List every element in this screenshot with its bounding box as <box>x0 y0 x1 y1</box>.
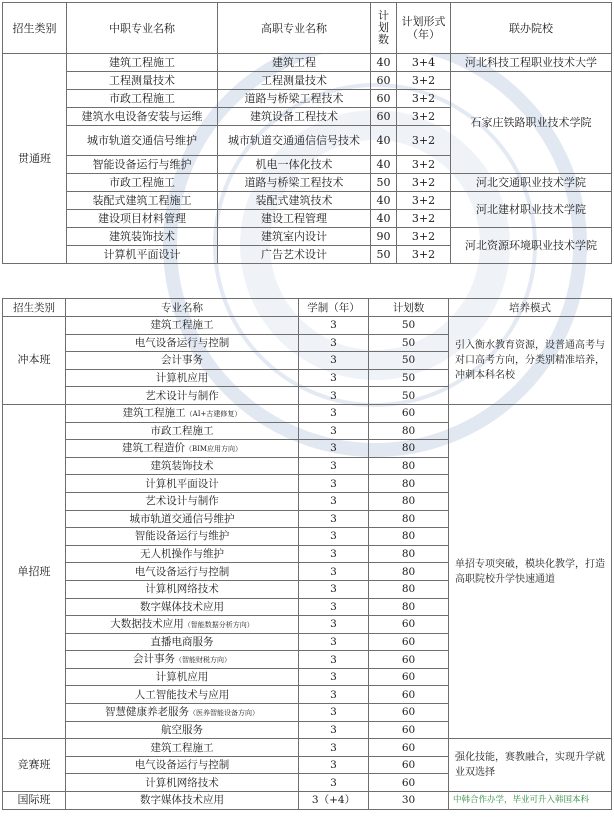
major-name-cell <box>66 598 299 616</box>
plan-form: 3+2 <box>397 210 451 228</box>
header-major: 专业名称 <box>66 299 299 317</box>
years-cell: 3 <box>299 528 369 546</box>
plan-count: 80 <box>369 545 449 563</box>
enrollment-program-table <box>2 298 612 810</box>
header-category: 招生类别 <box>3 299 66 317</box>
years-cell: 3 <box>299 633 369 651</box>
category-cell: 贯通班 <box>3 54 67 264</box>
major-name: 建筑工程造价 <box>121 441 185 454</box>
college: 河北科技工程职业技术大学 <box>451 54 612 72</box>
plan-count: 50 <box>369 369 449 387</box>
plan-count: 30 <box>369 792 449 810</box>
major-name: 计算机网络技术 <box>145 583 219 596</box>
major-name: 会计事务 <box>161 354 203 367</box>
years-cell: 3 <box>299 492 369 510</box>
major-name-cell <box>66 792 299 810</box>
years-cell: 3 <box>299 686 369 704</box>
years-cell: 3 <box>299 668 369 686</box>
major-name-cell <box>66 422 299 440</box>
years-cell: 3 <box>299 387 369 405</box>
years-cell: 3 <box>299 598 369 616</box>
major-name: 无人机操作与维护 <box>140 548 224 561</box>
years-cell: 3 <box>299 545 369 563</box>
major-name-cell <box>66 545 299 563</box>
plan-count: 60 <box>369 686 449 704</box>
major-name-cell <box>66 774 299 792</box>
major-name-cell <box>66 352 299 370</box>
plan-count: 80 <box>369 563 449 581</box>
major-name: 艺术设计与制作 <box>145 389 219 402</box>
table-row <box>3 72 612 90</box>
major-name: 人工智能技术与应用 <box>134 688 230 701</box>
plan-count: 60 <box>371 108 397 126</box>
plan-form: 3+4 <box>397 54 451 72</box>
high-major: 装配式建筑技术 <box>218 192 371 210</box>
major-name: 航空服务 <box>161 723 203 736</box>
years-cell: 3 <box>299 369 369 387</box>
table-row <box>3 404 612 422</box>
major-name-cell <box>66 440 299 458</box>
years-cell: 3 <box>299 334 369 352</box>
plan-count: 80 <box>369 510 449 528</box>
table-row <box>3 228 612 246</box>
major-name: 城市轨道交通信号维护 <box>129 512 235 525</box>
college: 河北建材职业技术学院 <box>451 192 612 228</box>
college: 石家庄铁路职业技术学院 <box>451 72 612 174</box>
plan-count: 60 <box>369 704 449 722</box>
major-name: 计算机平面设计 <box>145 477 219 490</box>
category-cell: 单招班 <box>3 404 66 738</box>
header-form: 计划形式（年） <box>397 3 451 54</box>
years-cell: 3 <box>299 774 369 792</box>
category-cell: 竞赛班 <box>3 739 66 792</box>
plan-form: 3+2 <box>397 246 451 264</box>
mid-major: 建筑水电设备安装与运维 <box>67 108 218 126</box>
header-mid-major: 中职专业名称 <box>67 3 218 54</box>
table-row <box>3 792 612 810</box>
major-name: 数字媒体技术应用 <box>140 794 224 807</box>
plan-form: 3+2 <box>397 156 451 174</box>
plan-count: 40 <box>371 192 397 210</box>
major-name-cell <box>66 756 299 774</box>
header-years: 学制（年） <box>299 299 369 317</box>
major-name-cell <box>66 369 299 387</box>
major-name: 电气设备运行与控制 <box>134 565 230 578</box>
major-name: 电气设备运行与控制 <box>134 336 230 349</box>
plan-count: 60 <box>369 756 449 774</box>
training-mode-cell: 中韩合作办学，毕业可升入韩国本科 <box>449 792 612 810</box>
mid-major: 市政工程施工 <box>67 90 218 108</box>
plan-count: 80 <box>369 475 449 493</box>
training-mode-cell: 引入衡水教育资源，设普通高考与对口高考方向，分类别精准培养，冲刺本科名校 <box>449 317 612 405</box>
header-mode: 培养模式 <box>449 299 612 317</box>
college: 河北交通职业技术学院 <box>451 174 612 192</box>
table-row <box>3 174 612 192</box>
major-name: 建筑工程施工 <box>150 319 214 332</box>
years-cell: 3 <box>299 756 369 774</box>
plan-count: 50 <box>371 174 397 192</box>
high-major: 城市轨道交通通信信号技术 <box>218 126 371 156</box>
years-cell: 3 <box>299 317 369 335</box>
header-plan: 计划数 <box>371 3 397 54</box>
header-category: 招生类别 <box>3 3 67 54</box>
major-name: 建筑工程施工 <box>122 406 186 419</box>
years-cell: 3 <box>299 510 369 528</box>
plan-count: 40 <box>371 54 397 72</box>
major-name: 智慧健康养老服务 <box>105 705 189 718</box>
major-name-cell <box>66 404 299 422</box>
high-major: 建设工程管理 <box>218 210 371 228</box>
plan-count: 80 <box>369 440 449 458</box>
plan-count: 80 <box>369 457 449 475</box>
plan-count: 40 <box>371 156 397 174</box>
major-name-cell <box>66 721 299 739</box>
major-name-cell <box>66 528 299 546</box>
plan-count: 80 <box>369 492 449 510</box>
major-direction-note: （BIM应用方向） <box>184 444 243 453</box>
training-mode-cell: 单招专项突破，模块化教学，打造高职院校升学快速通道 <box>449 404 612 738</box>
years-cell: 3 <box>299 616 369 634</box>
years-cell: 3 <box>299 721 369 739</box>
years-cell: 3（+4） <box>299 792 369 810</box>
plan-form: 3+2 <box>397 72 451 90</box>
plan-count: 60 <box>369 774 449 792</box>
high-major: 道路与桥梁工程技术 <box>218 90 371 108</box>
college: 河北资源环境职业技术学院 <box>451 228 612 264</box>
plan-count: 40 <box>371 210 397 228</box>
years-cell: 3 <box>299 563 369 581</box>
plan-count: 60 <box>369 616 449 634</box>
plan-count: 60 <box>369 651 449 669</box>
major-name-cell <box>66 317 299 335</box>
table-row <box>3 54 612 72</box>
mid-major: 市政工程施工 <box>67 174 218 192</box>
years-cell: 3 <box>299 475 369 493</box>
major-name-cell <box>66 668 299 686</box>
high-major: 机电一体化技术 <box>218 156 371 174</box>
plan-count: 60 <box>371 72 397 90</box>
major-name-cell <box>66 563 299 581</box>
plan-count: 80 <box>369 528 449 546</box>
major-direction-note: （医养智能设备方向） <box>189 708 259 717</box>
plan-count: 60 <box>369 721 449 739</box>
category-cell: 国际班 <box>3 792 66 810</box>
mid-major: 工程测量技术 <box>67 72 218 90</box>
plan-form: 3+2 <box>397 174 451 192</box>
mid-major: 智能设备运行与维护 <box>67 156 218 174</box>
major-name: 计算机应用 <box>155 372 209 385</box>
plan-count: 60 <box>371 90 397 108</box>
major-name: 计算机应用 <box>155 671 209 684</box>
years-cell: 3 <box>299 704 369 722</box>
major-name-cell <box>66 616 299 634</box>
table-row <box>3 192 612 210</box>
plan-count: 80 <box>369 422 449 440</box>
table-header-row <box>3 299 612 317</box>
years-cell: 3 <box>299 352 369 370</box>
mid-major: 建筑工程施工 <box>67 54 218 72</box>
major-name: 建筑工程施工 <box>150 741 214 754</box>
major-direction-note: （智能数据分析方向） <box>183 620 254 629</box>
plan-count: 80 <box>369 580 449 598</box>
major-name: 会计事务 <box>133 653 175 666</box>
mid-major: 计算机平面设计 <box>67 246 218 264</box>
plan-form: 3+2 <box>397 90 451 108</box>
high-major: 广告艺术设计 <box>218 246 371 264</box>
table-row <box>3 739 612 757</box>
pathway-program-table <box>2 2 612 264</box>
major-name-cell <box>66 475 299 493</box>
plan-form: 3+2 <box>397 108 451 126</box>
plan-count: 50 <box>369 334 449 352</box>
header-high-major: 高职专业名称 <box>218 3 371 54</box>
major-name-cell <box>66 334 299 352</box>
major-name: 市政工程施工 <box>150 424 214 437</box>
years-cell: 3 <box>299 422 369 440</box>
major-name: 数字媒体技术应用 <box>140 600 224 613</box>
plan-count: 60 <box>369 404 449 422</box>
major-direction-note: （智能财税方向） <box>175 656 231 665</box>
plan-form: 3+2 <box>397 192 451 210</box>
major-name-cell <box>66 457 299 475</box>
plan-count: 60 <box>369 668 449 686</box>
major-name-cell <box>66 492 299 510</box>
mid-major: 装配式建筑工程施工 <box>67 192 218 210</box>
major-name: 艺术设计与制作 <box>145 495 219 508</box>
years-cell: 3 <box>299 580 369 598</box>
plan-count: 50 <box>369 387 449 405</box>
major-name: 建筑装饰技术 <box>150 460 214 473</box>
table-header-row <box>3 3 612 54</box>
years-cell: 3 <box>299 651 369 669</box>
high-major: 建筑设备工程技术 <box>218 108 371 126</box>
major-direction-note: （AI+古建修复） <box>185 409 242 418</box>
major-name-cell <box>66 510 299 528</box>
years-cell: 3 <box>299 440 369 458</box>
major-name-cell <box>66 580 299 598</box>
mid-major: 建筑装饰技术 <box>67 228 218 246</box>
plan-form: 3+2 <box>397 126 451 156</box>
major-name: 大数据技术应用 <box>110 617 184 630</box>
years-cell: 3 <box>299 457 369 475</box>
major-name-cell <box>66 686 299 704</box>
high-major: 工程测量技术 <box>218 72 371 90</box>
major-name-cell <box>66 633 299 651</box>
plan-count: 50 <box>369 352 449 370</box>
plan-form: 3+2 <box>397 228 451 246</box>
major-name-cell <box>66 739 299 757</box>
mid-major: 建设项目材料管理 <box>67 210 218 228</box>
years-cell: 3 <box>299 404 369 422</box>
major-name-cell <box>66 651 299 669</box>
high-major: 道路与桥梁工程技术 <box>218 174 371 192</box>
major-name: 计算机网络技术 <box>145 776 219 789</box>
major-name-cell <box>66 704 299 722</box>
plan-count: 90 <box>371 228 397 246</box>
major-name-cell <box>66 387 299 405</box>
plan-count: 80 <box>369 598 449 616</box>
high-major: 建筑工程 <box>218 54 371 72</box>
plan-count: 50 <box>371 246 397 264</box>
table-row <box>3 317 612 335</box>
plan-count: 50 <box>369 317 449 335</box>
major-name: 电气设备运行与控制 <box>134 759 230 772</box>
category-cell: 冲本班 <box>3 317 66 405</box>
major-name: 智能设备运行与维护 <box>134 530 230 543</box>
plan-count: 60 <box>369 739 449 757</box>
major-name: 直播电商服务 <box>150 635 214 648</box>
training-mode-cell: 强化技能，赛教融合，实现升学就业双选择 <box>449 739 612 792</box>
plan-count: 40 <box>371 126 397 156</box>
header-plan: 计划数 <box>369 299 449 317</box>
high-major: 建筑室内设计 <box>218 228 371 246</box>
plan-count: 60 <box>369 633 449 651</box>
mid-major: 城市轨道交通信号维护 <box>67 126 218 156</box>
years-cell: 3 <box>299 739 369 757</box>
header-college: 联办院校 <box>451 3 612 54</box>
